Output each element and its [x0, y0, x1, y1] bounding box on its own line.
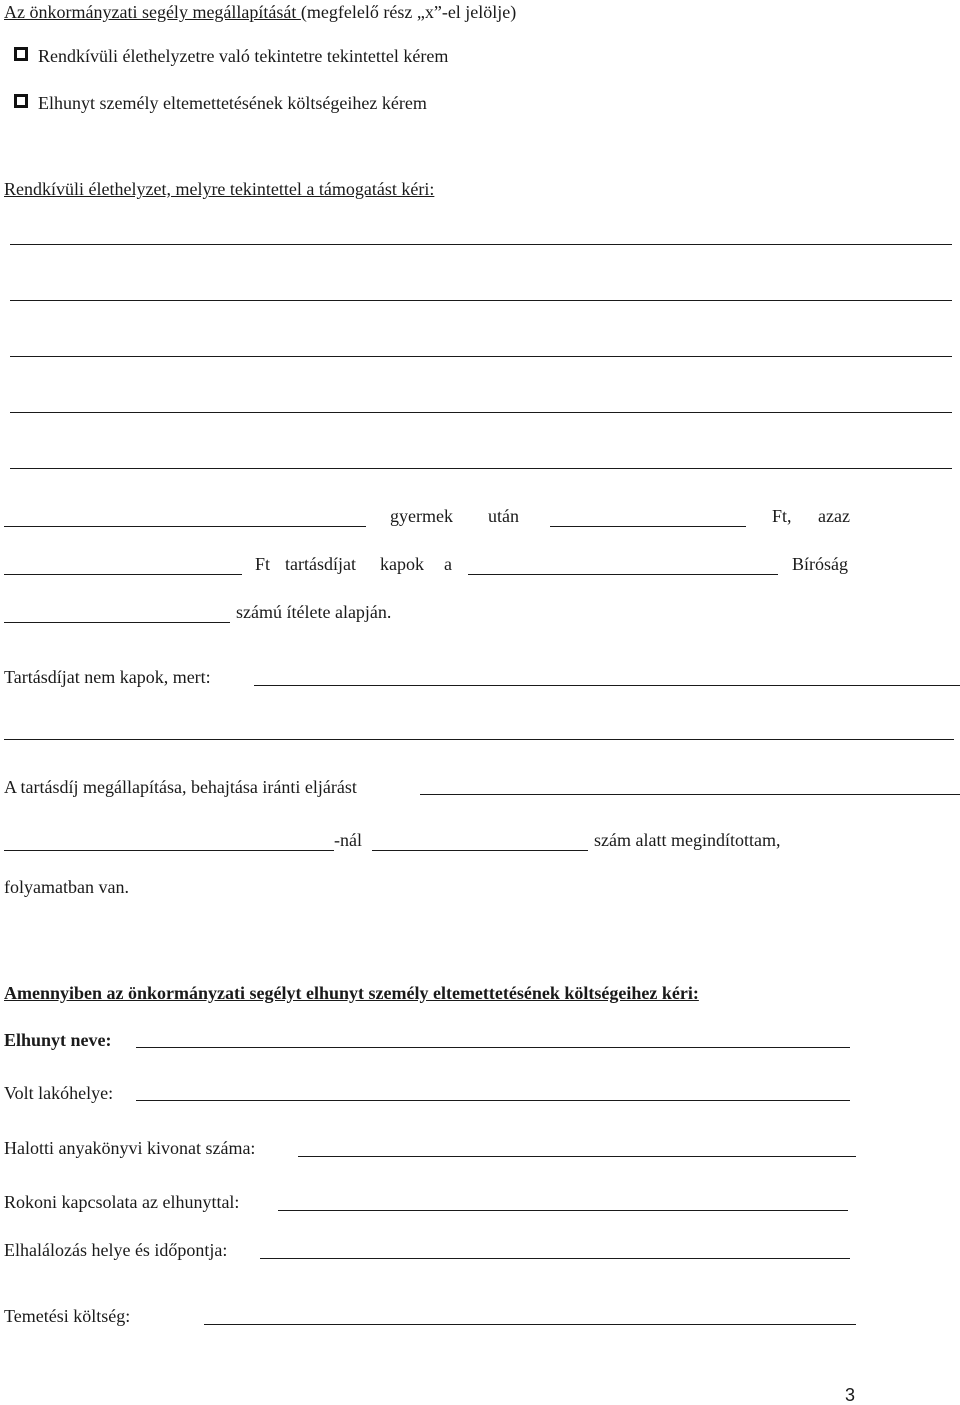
situation-line-4[interactable] [10, 412, 952, 413]
page-number: 3 [845, 1385, 856, 1405]
heading-instruction: (megfelelő rész „x”-el jelölje) [300, 2, 517, 22]
situation-line-2[interactable] [10, 300, 952, 301]
place-time-label: Elhalálozás helye és időpontja: [4, 1240, 228, 1260]
residence-line[interactable] [136, 1100, 850, 1101]
text-szam-alatt: szám alatt megindítottam, [594, 830, 781, 850]
text-a: a [444, 554, 452, 574]
no-alimony-line-1[interactable] [254, 685, 960, 686]
text-kapok: kapok [380, 554, 424, 574]
death-certificate-line[interactable] [298, 1156, 856, 1157]
text-birosag: Bíróság [792, 554, 848, 574]
institution-line[interactable] [4, 850, 334, 851]
place-time-line[interactable] [260, 1258, 850, 1259]
text-gyermek: gyermek [390, 506, 453, 526]
child-count-line[interactable] [4, 526, 366, 527]
relation-line[interactable] [278, 1210, 848, 1211]
checkbox-extraordinary[interactable] [14, 47, 28, 61]
text-ft-comma: Ft, [772, 506, 792, 526]
amount-words-line[interactable] [4, 574, 242, 575]
funeral-cost-line[interactable] [204, 1324, 856, 1325]
option-extraordinary-label: Rendkívüli élethelyzetre való tekintetre tekintettel kérem [38, 46, 449, 66]
checkbox-funeral[interactable] [14, 94, 28, 108]
text-azaz: azaz [818, 506, 850, 526]
no-alimony-line-2[interactable] [4, 739, 954, 740]
situation-line-3[interactable] [10, 356, 952, 357]
text-utan: után [488, 506, 519, 526]
section1-title: Rendkívüli élethelyzet, melyre tekintettel a támogatást kéri: [4, 179, 435, 199]
text-nal: -nál [334, 830, 362, 850]
procedure-line[interactable] [420, 794, 960, 795]
judgment-number-line[interactable] [4, 622, 230, 623]
amount-line[interactable] [550, 526, 746, 527]
section2-title: Amennyiben az önkormányzati segélyt elhunyt személy eltemettetésének költségeihez kéri: [4, 983, 699, 1003]
court-line[interactable] [468, 574, 778, 575]
deceased-name-line[interactable] [136, 1047, 850, 1048]
text-ft: Ft [255, 554, 271, 574]
heading-underlined: Az önkormányzati segély megállapítását [4, 2, 301, 22]
procedure-label: A tartásdíj megállapítása, behajtása iránti eljárást [4, 777, 357, 797]
relation-label: Rokoni kapcsolata az elhunyttal: [4, 1192, 240, 1212]
deceased-name-label: Elhunyt neve: [4, 1030, 112, 1050]
no-alimony-label: Tartásdíjat nem kapok, mert: [4, 667, 211, 687]
text-folyamatban: folyamatban van. [4, 877, 129, 897]
form-heading [4, 2, 516, 22]
situation-line-5[interactable] [10, 468, 952, 469]
option-funeral-label: Elhunyt személy eltemettetésének költségeihez kérem [38, 93, 427, 113]
text-judgment: számú ítélete alapján. [236, 602, 392, 622]
death-certificate-label: Halotti anyakönyvi kivonat száma: [4, 1138, 256, 1158]
funeral-cost-label: Temetési költség: [4, 1306, 131, 1326]
residence-label: Volt lakóhelye: [4, 1083, 114, 1103]
text-tartasdijat: tartásdíjat [285, 554, 356, 574]
case-number-line[interactable] [372, 850, 588, 851]
situation-line-1[interactable] [10, 244, 952, 245]
